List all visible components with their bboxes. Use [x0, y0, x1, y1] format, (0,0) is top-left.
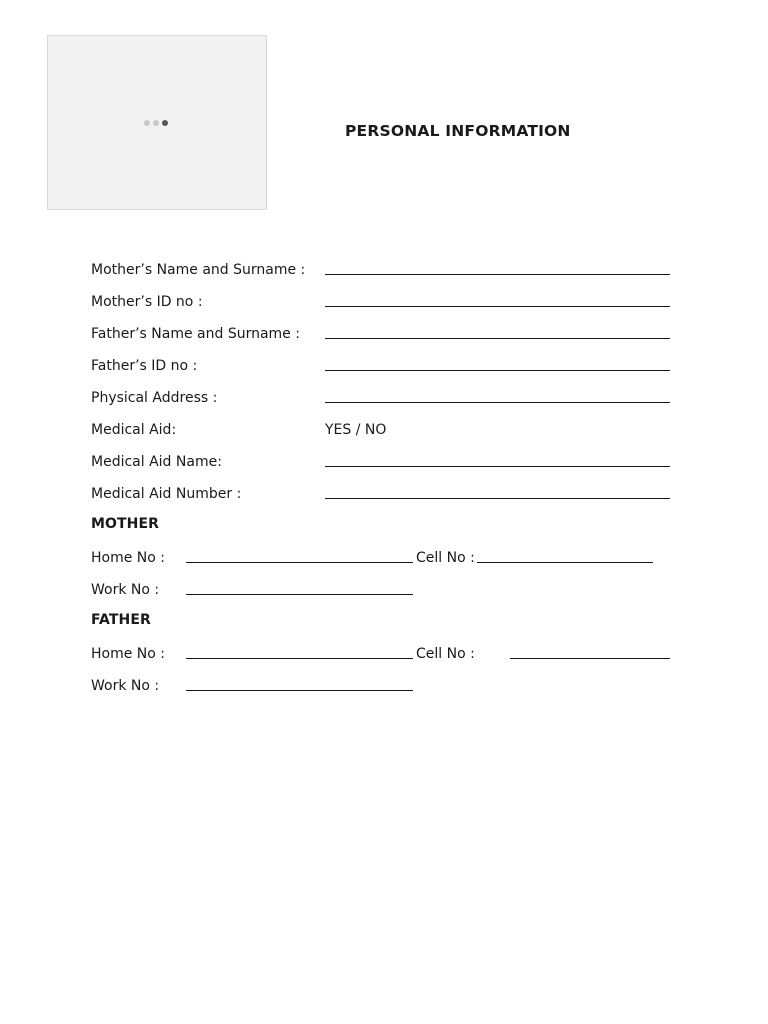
- mother-id-line[interactable]: [325, 306, 670, 307]
- field-label: Father’s Name and Surname :: [91, 326, 300, 342]
- father-id-line[interactable]: [325, 370, 670, 371]
- home-no-label: Home No :: [91, 550, 165, 566]
- mother-cell-no-line[interactable]: [477, 562, 653, 563]
- home-no-label: Home No :: [91, 646, 165, 662]
- mother-work-no-line[interactable]: [186, 594, 413, 595]
- cell-no-label: Cell No :: [416, 550, 475, 566]
- cell-no-label: Cell No :: [416, 646, 475, 662]
- mother-home-no-line[interactable]: [186, 562, 413, 563]
- father-heading: FATHER: [91, 612, 151, 628]
- page-title: PERSONAL INFORMATION: [345, 122, 571, 140]
- mother-name-line[interactable]: [325, 274, 670, 275]
- work-no-label: Work No :: [91, 582, 160, 598]
- father-work-no-line[interactable]: [186, 690, 413, 691]
- father-home-no-line[interactable]: [186, 658, 413, 659]
- father-cell-no-line[interactable]: [510, 658, 670, 659]
- field-label: Mother’s Name and Surname :: [91, 262, 306, 278]
- field-label: Medical Aid:: [91, 422, 177, 438]
- photo-placeholder: [47, 35, 267, 210]
- field-label: Mother’s ID no :: [91, 294, 203, 310]
- medical-aid-name-line[interactable]: [325, 466, 670, 467]
- loading-indicator-icon: [144, 120, 168, 126]
- father-name-line[interactable]: [325, 338, 670, 339]
- work-no-label: Work No :: [91, 678, 160, 694]
- field-label: Physical Address :: [91, 390, 218, 406]
- medical-aid-options[interactable]: YES / NO: [325, 422, 387, 438]
- physical-address-line[interactable]: [325, 402, 670, 403]
- mother-heading: MOTHER: [91, 516, 160, 532]
- field-label: Father’s ID no :: [91, 358, 198, 374]
- field-label: Medical Aid Number :: [91, 486, 242, 502]
- medical-aid-number-line[interactable]: [325, 498, 670, 499]
- field-label: Medical Aid Name:: [91, 454, 222, 470]
